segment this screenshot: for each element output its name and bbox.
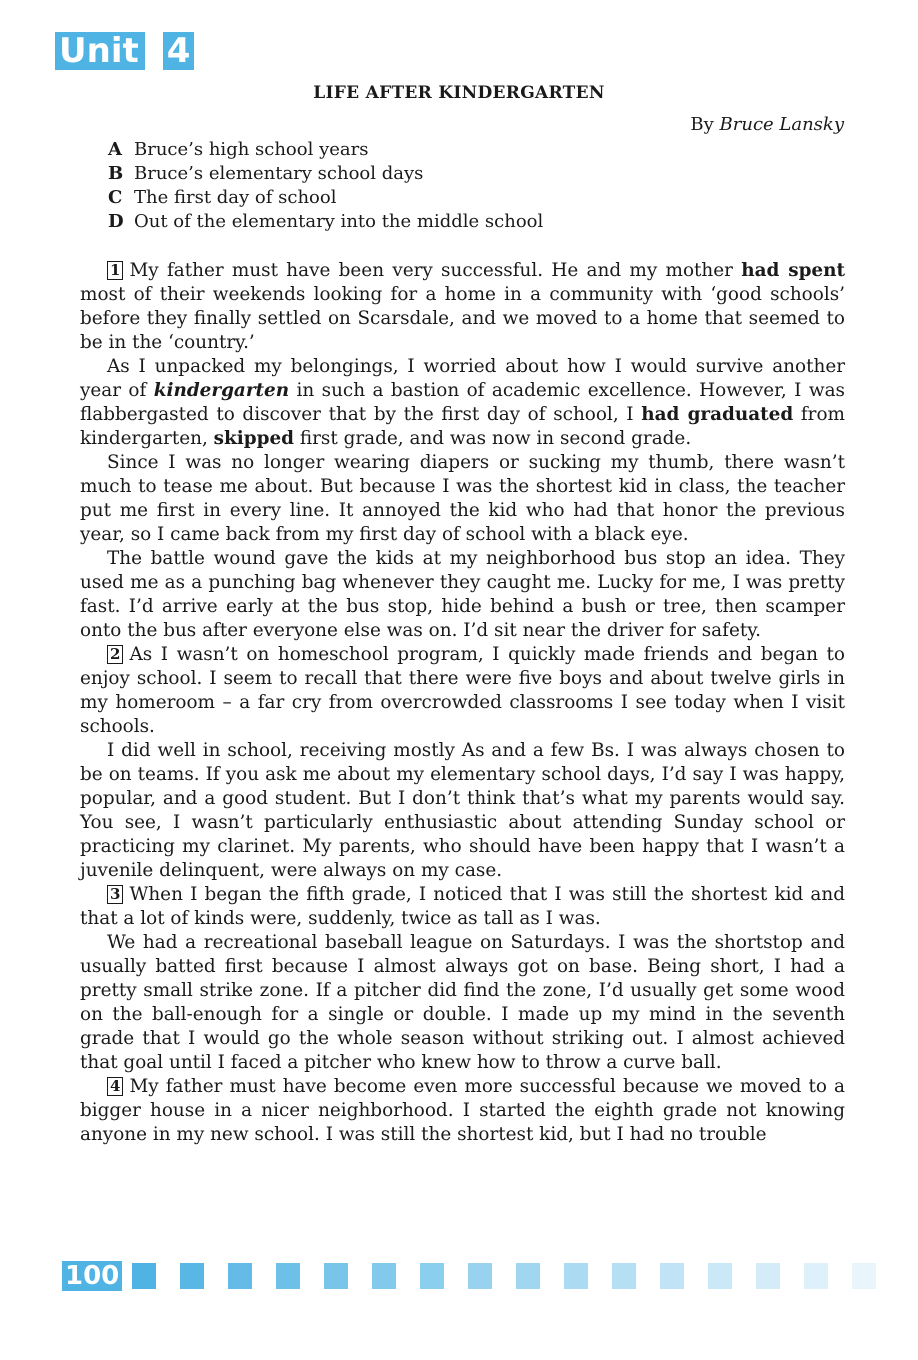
section-number-box: 1 <box>107 261 123 280</box>
paragraph: Since I was no longer wearing diapers or sucking my thumb, there wasn’t much to tease me about. But because I was the shortest kid in class, the teacher put me first in every line. It annoyed the kid who had that honor the previous year, so I came back from my first day of school with a black eye. <box>80 452 845 545</box>
option-text: Out of the elementary into the middle school <box>134 211 544 232</box>
option-letter: D <box>108 211 124 232</box>
paragraph <box>80 1075 845 1147</box>
footer-square <box>420 1263 444 1289</box>
byline <box>690 114 844 135</box>
footer-square <box>660 1263 684 1289</box>
options-list <box>108 138 543 234</box>
footer-square <box>612 1263 636 1289</box>
bold-phrase: had spent <box>741 260 845 281</box>
text-run: As I unpacked my belongings, I worried about how I would survive another year of <box>80 356 845 401</box>
option-letter: C <box>108 187 123 208</box>
text-run: My father must have become even more successful because we moved to a bigger house in a nicer neighborhood. I started the eighth grade not knowing anyone in my new school. I was still the shortest kid, but I had no trouble <box>80 1076 845 1145</box>
footer-square <box>180 1263 204 1289</box>
option-text: The first day of school <box>134 187 337 208</box>
footer-square <box>708 1263 732 1289</box>
text-run: from kindergarten, <box>80 404 845 449</box>
option-letter: B <box>108 163 124 184</box>
bold-phrase: skipped <box>213 428 295 449</box>
footer-square <box>804 1263 828 1289</box>
text-run: As I wasn’t on homeschool program, I quickly made friends and began to enjoy school. I seem to recall that there were five boys and about twelve girls in my homeroom – a far cry from overcrowded classrooms I see today when I visit schools. <box>80 644 845 737</box>
article-body <box>80 259 845 1147</box>
byline-prefix: By <box>690 114 720 135</box>
footer-square <box>468 1263 492 1289</box>
footer-square <box>276 1263 300 1289</box>
footer-square <box>372 1263 396 1289</box>
unit-label: Unit <box>55 32 145 70</box>
section-number-box: 3 <box>107 885 123 904</box>
footer-square <box>564 1263 588 1289</box>
option-b <box>108 162 543 186</box>
bold-italic-word: kindergarten <box>153 380 290 401</box>
unit-number: 4 <box>163 32 195 70</box>
text-run: first grade, and was now in second grade. <box>294 428 692 449</box>
text-run: When I began the fifth grade, I noticed that I was still the shortest kid and that a lot of kinds were, suddenly, twice as tall as I was. <box>80 884 845 929</box>
text-run: in such a bastion of academic excellence. However, I was flabbergasted to discover that by the first day of school, I <box>80 380 845 425</box>
paragraph: We had a recreational baseball league on Saturdays. I was the shortstop and usually batted first because I almost always got on base. Being short, I had a pretty small strike zone. If a pitcher did find the zone, I’d usually get some wood on the ball-enough for a single or double. I made up my mind in the seventh grade that I would go the whole season without striking out. I almost achieved that goal until I faced a pitcher who knew how to throw a curve ball. <box>80 932 845 1073</box>
paragraph <box>80 259 845 355</box>
text-run: My father must have been very successful. He and my mother <box>129 260 742 281</box>
option-text: Bruce’s high school years <box>134 139 369 160</box>
unit-badge <box>55 32 194 70</box>
footer-square <box>756 1263 780 1289</box>
option-a <box>108 138 543 162</box>
footer-square <box>228 1263 252 1289</box>
section-number-box: 4 <box>107 1077 123 1096</box>
bold-phrase: had graduated <box>641 404 794 425</box>
author-name: Bruce Lansky <box>719 114 844 135</box>
paragraph <box>80 355 845 451</box>
option-text: Bruce’s elementary school days <box>134 163 424 184</box>
option-letter: A <box>108 139 122 160</box>
section-number-box: 2 <box>107 645 123 664</box>
footer-square <box>324 1263 348 1289</box>
paragraph <box>80 883 845 931</box>
paragraph: The battle wound gave the kids at my neighborhood bus stop an idea. They used me as a punching bag whenever they caught me. Lucky for me, I was pretty fast. I’d arrive early at the bus stop, hide behind a bush or tree, then scamper onto the bus after everyone else was on. I’d sit near the driver for safety. <box>80 548 845 641</box>
page-footer <box>62 1261 876 1291</box>
footer-square <box>516 1263 540 1289</box>
option-c <box>108 186 543 210</box>
footer-square <box>132 1263 156 1289</box>
page-number: 100 <box>62 1261 122 1291</box>
option-d <box>108 210 543 234</box>
page-title: LIFE AFTER KINDERGARTEN <box>313 83 605 103</box>
paragraph <box>80 643 845 739</box>
text-run: most of their weekends looking for a home in a community with ‘good schools’ before they finally settled on Scarsdale, and we moved to a home that seemed to be in the ‘country.’ <box>80 284 845 353</box>
paragraph: I did well in school, receiving mostly As and a few Bs. I was always chosen to be on teams. If you ask me about my elementary school days, I’d say I was happy, popular, and a good student. But I don’t think that’s what my parents would say. You see, I wasn’t particularly enthusiastic about attending Sunday school or practicing my clarinet. My parents, who should have been happy that I wasn’t a juvenile delinquent, were always on my case. <box>80 740 845 881</box>
footer-square <box>852 1263 876 1289</box>
